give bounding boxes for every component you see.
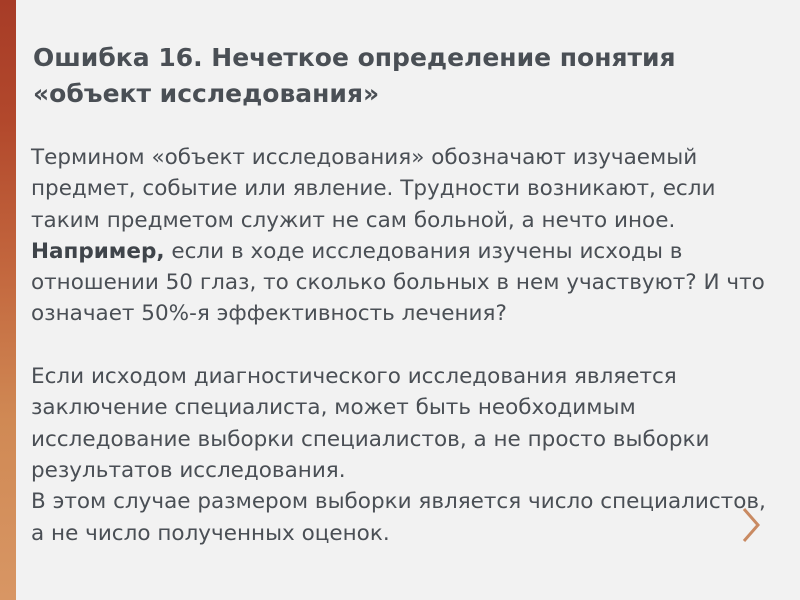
paragraph-sample-size: В этом случае размером выборки является число специалистов, а не число полученных оценок. [31,489,766,546]
example-label: Например, [31,238,165,264]
example-text: если в ходе исследования изучены исходы в отношении 50 глаз, то сколько больных в нем участвуют? И что означает 50%-я эффективность лечения? [31,238,765,327]
paragraph-definition: Термином «объект исследования» обозначают изучаемый предмет, событие или явление. Трудности возникают, если таким предметом служит не сам больной, а нечто иное. [31,145,716,233]
accent-side-bar [0,0,16,600]
paragraph-example [31,236,776,330]
paragraph-gap [31,330,776,361]
slide-body [31,142,776,549]
paragraph-diagnostic: Если исходом диагностического исследования является заключение специалиста, может быть необходимым исследование выборки специалистов, а не просто выборки результатов исследования. [31,364,710,483]
chevron-right-icon[interactable] [740,505,762,545]
slide-title: Ошибка 16. Нечеткое определение понятия «объект исследования» [33,43,676,108]
